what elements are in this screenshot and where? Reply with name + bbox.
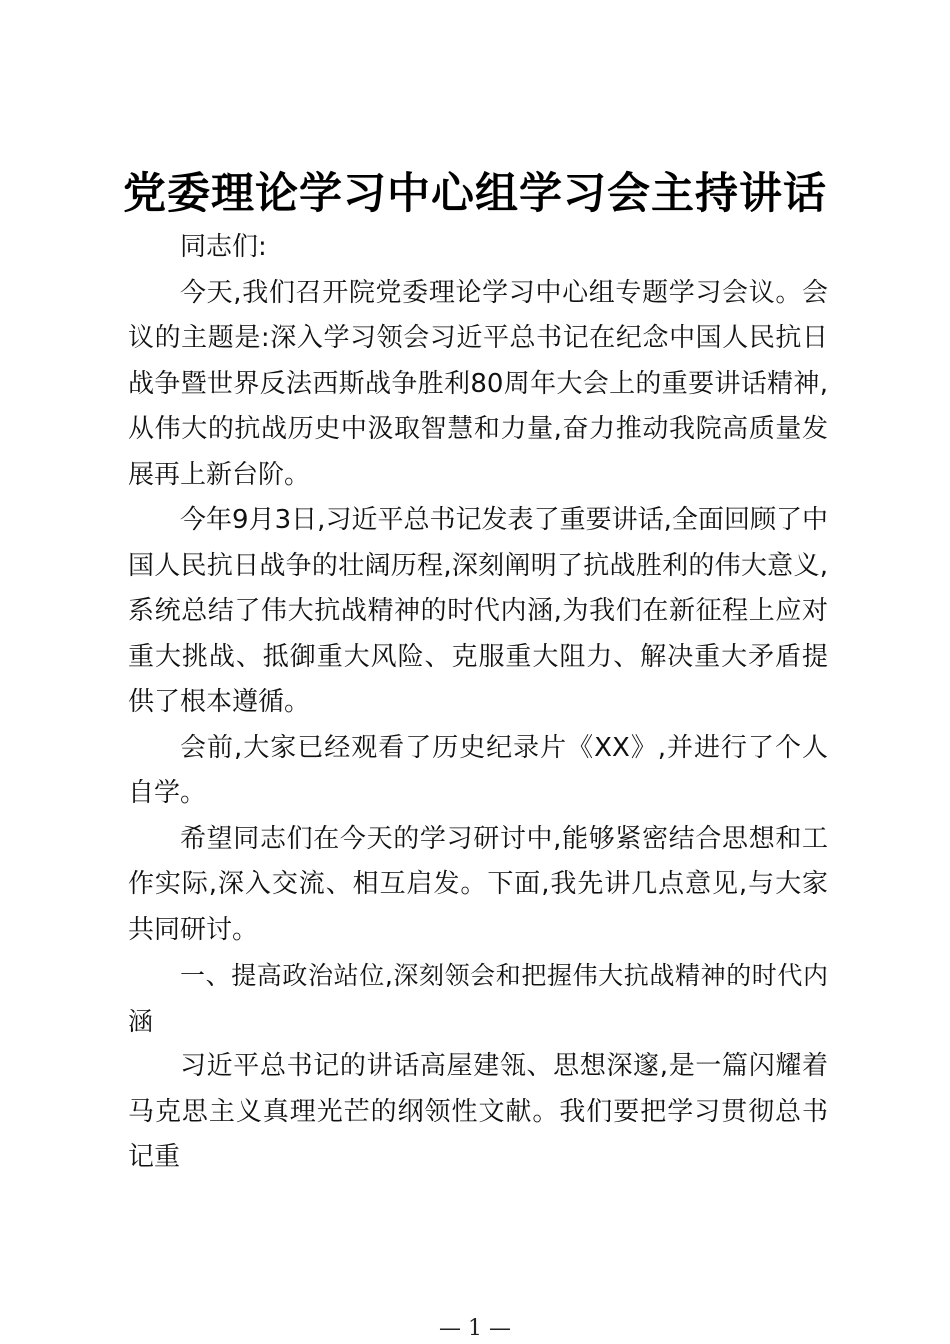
paragraph-preparation: 会前,大家已经观看了历史纪录片《XX》,并进行了个人自学。: [128, 732, 828, 808]
document-title: 党委理论学习中心组学习会主持讲话: [123, 169, 827, 219]
section-heading: 一、提高政治站位,深刻领会和把握伟大抗战精神的时代内涵: [128, 961, 828, 1036]
document-body: [128, 225, 828, 1181]
paragraph-speech-summary: 今年9月3日,习近平总书记发表了重要讲话,全面回顾了中国人民抗日战争的壮阔历程,深刻阐明了抗战胜利的伟大意义,系统总结了伟大抗战精神的时代内涵,为我们在新征程上应对重大挑战、抵御重大风险、克服重大阻力、解决重大矛盾提供了根本遵循。: [128, 505, 828, 717]
salutation: 同志们:: [180, 232, 267, 262]
section-paragraph: 习近平总书记的讲话高屋建瓴、思想深邃,是一篇闪耀着马克思主义真理光芒的纲领性文献。我们要把学习贯彻总书记重: [128, 1051, 828, 1172]
paragraph-expectation: 希望同志们在今天的学习研讨中,能够紧密结合思想和工作实际,深入交流、相互启发。下面,我先讲几点意见,与大家共同研讨。: [128, 823, 828, 945]
page-number: — 1 —: [439, 1316, 511, 1341]
paragraph-meeting-theme: 今天,我们召开院党委理论学习中心组专题学习会议。会议的主题是:深入学习领会习近平总书记在纪念中国人民抗日战争暨世界反法西斯战争胜利80周年大会上的重要讲话精神,从伟大的抗战历史中汲取智慧和力量,奋力推动我院高质量发展再上新台阶。: [128, 277, 828, 490]
